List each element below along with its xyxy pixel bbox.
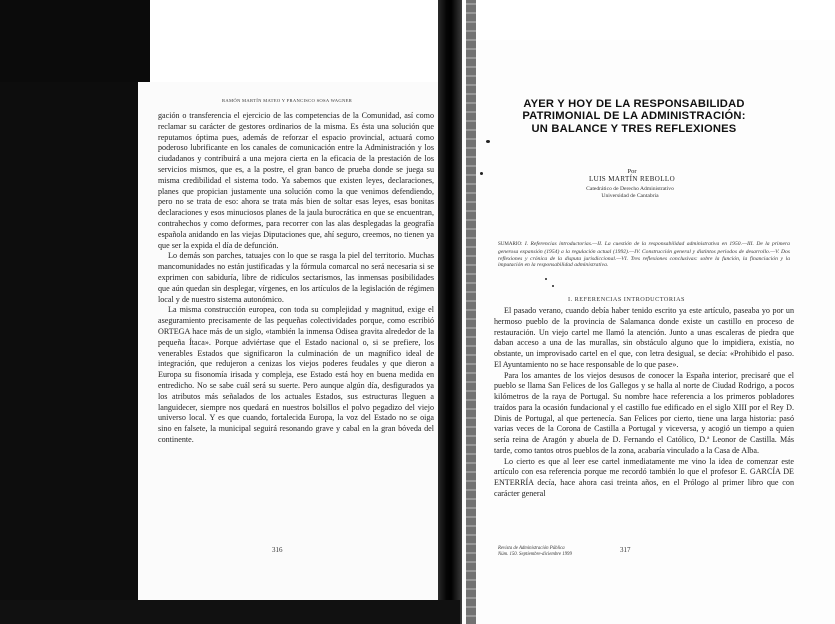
right-page-number: 317 [620, 546, 631, 554]
author-name: LUIS MARTÍN REBOLLO [588, 175, 676, 183]
title-line: PATRIMONIAL DE LA ADMINISTRACIÓN: [522, 110, 746, 123]
byline-por: Por [627, 168, 637, 175]
scan-dark-corner [0, 0, 150, 82]
article-title [500, 98, 768, 135]
author-affiliation [540, 186, 720, 199]
right-paragraph: Lo cierto es que al leer ese cartel inmediatamente me vino la idea de comenzar este artículo con esa referencia porque me recordó también lo que el profesor E. GARCÍA DE ENTERRÍA decía, hace ahora casi treinta años, en el Prólogo al primer libro que con carácter general [494, 456, 794, 498]
scan-speck [552, 285, 554, 287]
scan-speck [486, 140, 490, 143]
author-role-line: Catedrático de Derecho Administrativo [586, 186, 674, 192]
journal-footer [498, 546, 618, 558]
right-body-text [494, 306, 794, 500]
right-paragraph: El pasado verano, cuando debía haber tenido escrito ya este artículo, paseaba yo por un hermoso pueblo de la provincia de Salamanca donde existe un castillo en proceso de restauración. Un viejo cartel me llamó la atención. Junto a unas escaleras de piedra que daban acceso a una de las murallas, sin obstáculo alguno que lo impidiera, existía, no obstante, un improvisado cartel en el que, con letra desigual, se decía: «Prohibido el paso. El Ayuntamiento no se hace responsable de lo que pase». [494, 306, 794, 369]
right-paragraph: Para los amantes de los viejos desusos de conocer la España interior, precisaré que el pueblo se llama San Felices de los Gallegos y se halla al norte de Ciudad Rodrigo, a pocos kilómetros de la raya de Portugal. Su nombre hace referencia a los primeros pobladores traídos para la ocasión fundacional y el castillo fue edificado en el siglo XIII por el Rey D. Dinis de Portugal, al que pertenecía. San Felices por cierto, tiene una larga historia: pasó varias veces de la Corona de Castilla a Portugal y viceversa, y acogió un tiempo a quien sería reina de Aragón y abuela de D. Fernando el Católico, D.ª Leonor de Castilla. Más tarde, como tantos otros pueblos de la zona, acabaría vinculado a la Casa de Alba. [494, 370, 794, 455]
left-paragraph: Lo demás son parches, tatuajes con lo que se rasga la piel del territorio. Muchas mancomunidades no están justificadas y la fórmula comarcal no será necesaria si se exprimen con sabiduría, libre de ridículos sectarismos, las inmensas posibilidades que aún quedan sin desplegar, vírgenes, en los artículos de la legislación de régimen local y de nuestro sistema autonómico. [158, 251, 434, 304]
left-page-number: 316 [272, 546, 283, 554]
journal-line: Revista de Administración Pública [498, 546, 565, 551]
left-running-head: RAMÓN MARTÍN MATEO Y FRANCISCO SOSA WAGNER [222, 98, 353, 103]
author-role-line: Universidad de Cantabria [601, 192, 659, 199]
scan-speck [480, 172, 483, 175]
scan-dark-margin-bottom [0, 600, 460, 624]
scan-speck [545, 278, 547, 280]
title-line: AYER Y HOY DE LA RESPONSABILIDAD [523, 98, 745, 110]
left-paragraph: gación o transferencia el ejercicio de las competencias de la Comunidad, así como reclamar su carácter de gestores ordinarios de la misma. Es ésta una solución que reputamos óptima pues, además de reforzar el espacio provincial, actuará como poderoso lubrificante en los canales de comunicación entre la Administración y los ciudadanos y contribuirá a una mejora cierta en la eficacia de la prestación de los servicios mismos, que es, a la postre, el gran banco de prueba donde se juega su misma credibilidad el sistema todo. Ya sabemos que existen leyes, declaraciones, planes que propician justamente una solución como la que venimos defendiendo, pero no se trata de eso: ahora se trata más bien de soltar esas leyes, esas bonitas declaraciones y esos minuciosos planes de la jaula burocrática en que se encuentran, contrahechos y como deformes, para recorrer con las alas desplegadas la geografía española anidando en las viejas Diputaciones que, ahí seguro, creemos, no tienen ya que ser la expida el día de defunción. [158, 111, 434, 250]
summary-label: SUMARIO: [498, 242, 523, 247]
journal-line: Núm. 150. Septiembre-diciembre 1999 [498, 551, 572, 557]
left-body-text [158, 111, 434, 446]
title-line: UN BALANCE Y TRES REFLEXIONES [531, 122, 737, 135]
article-summary [498, 241, 790, 269]
book-gutter [438, 0, 462, 624]
scan-dark-margin-left [0, 0, 138, 624]
summary-text: I. Referencias introductorias.—II. La cuestión de la responsabilidad administrativa en 1950.—III. De la primera generosa expansión (1954) a la regulación actual (1992).—IV. Construcción general y distintos periodos de desarrollo.—V. Dos reflexiones y crónica de la disputa jurisdiccional.—VI. Tres reflexiones conclusivas: sobre la función, la financiación y la imputación en la responsabilidad administrativa. [498, 241, 790, 269]
section-heading: I. REFERENCIAS INTRODUCTORIAS [568, 296, 686, 303]
scan-edge-noise [466, 0, 476, 624]
left-paragraph: La misma construcción europea, con toda su complejidad y magnitud, exige el aseguramiento precisamente de las pequeñas colectividades porque, como escribió ORTEGA hace más de un siglo, «también la inmensa Odisea gravita alrededor de la pequeña Ítaca». Porque adviértase que el Estado nacional o, si se prefiere, los venerables Estados que significaron la culminación de un magnífico ideal de integración, que redujeron a cenizas los viejos poderes feudales y que dieron a Europa su fisonomía irisada y compleja, ese Estado está hoy en buena medida en entredicho. No se sabe cuál será su suerte. Pero aunque algún día, desfigurados ya los atributos más señalados de los actuales Estados, sus estructuras lleguen a languidecer, siempre nos quedará en nuestros bolsillos el polvo pegadizo del viejo universo local. Y es que cuando, fortalecida Europa, la voz del Estado no se oiga sino en falsete, la municipal seguirá resonando grave y cabal en la gran bóveda del continente. [158, 305, 434, 444]
